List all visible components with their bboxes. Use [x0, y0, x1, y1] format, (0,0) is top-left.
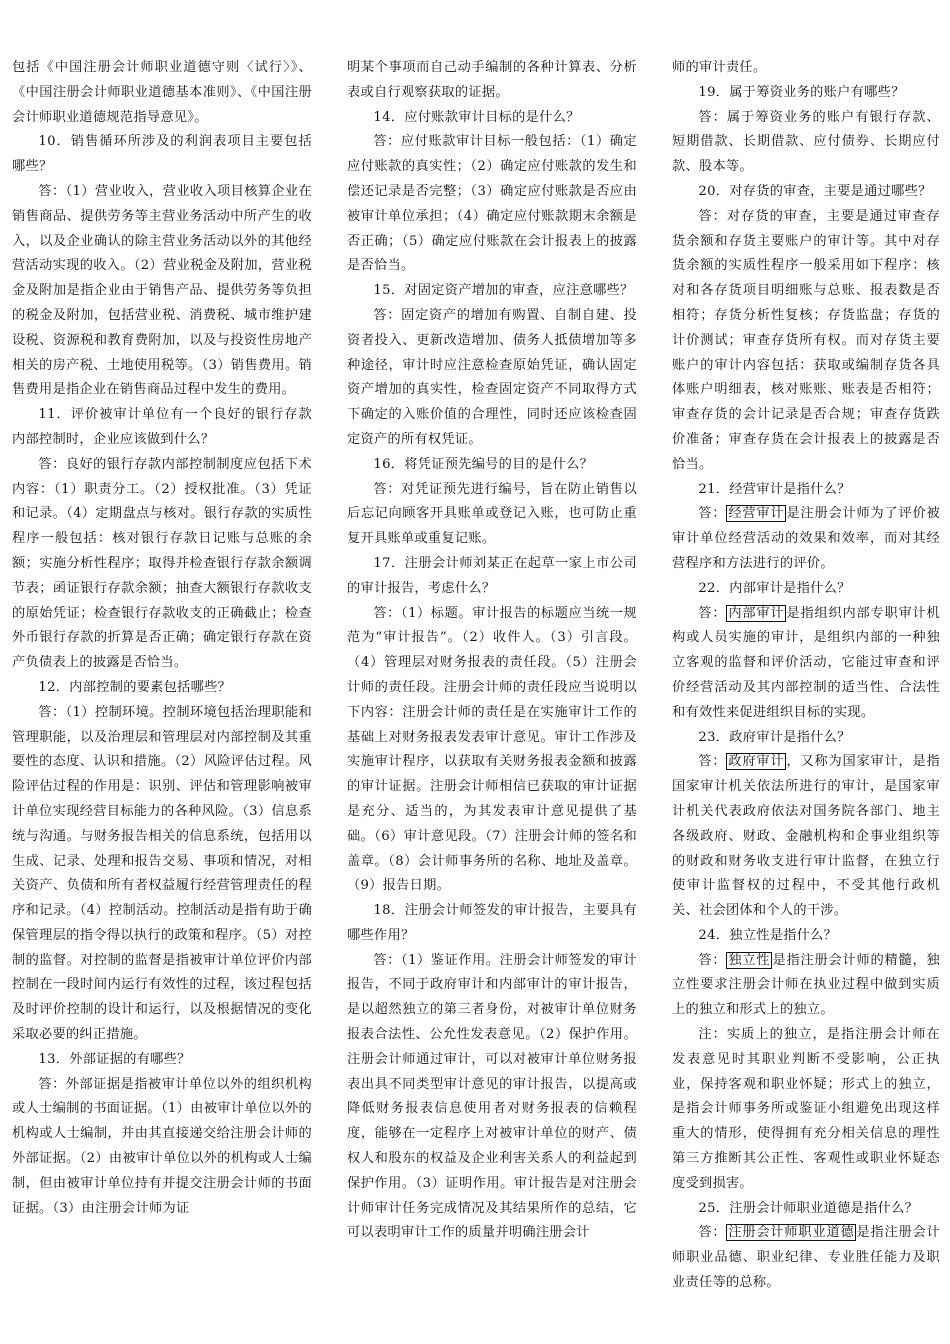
question-15: 15．对固定资产增加的审查，应注意哪些？	[373, 283, 634, 299]
paragraph-continued: 明某个事项而自己动手编制的各种计算表、分析表或自行观察获取的证据。	[347, 60, 637, 100]
answer-prefix: 答：	[698, 952, 727, 968]
answer-11: 答：良好的银行存款内部控制制度应包括下术内容：（1）职责分工。（2）授权批准。（3）凭证和记录。（4）定期盘点与核对。银行存款的实质性程序一般包括：核对银行存款日记账与总账的余额；实施分析性程序；取得并检查银行存款余额调节表；函证银行存款余额；抽查大额银行存款收支的原始凭证；检查银行存款收支的正确截止；检查外币银行存款的折算是否正确；确定银行存款在资产负债表上的披露是否恰当。	[12, 456, 312, 671]
question-13: 13．外部证据的有哪些？	[38, 1051, 191, 1067]
column-middle	[347, 56, 637, 1246]
answer-prefix: 答：	[698, 754, 727, 770]
paragraph-continued: 包括《中国注册会计师职业道德守则〈试行〉》、《中国注册会计师职业道德基本准则》、《中国注册会计师职业道德规范指导意见》。	[12, 60, 312, 125]
answer-body: 是注册会计师为了评价被审计单位经营活动的效果和效率，而对其经营程序和方法进行的评价。	[672, 506, 940, 571]
column-left	[12, 56, 312, 1221]
answer-15: 答：固定资产的增加有购置、自制自建、投资者投入、更新改造增加、债务人抵债增加等多种途径，审计时应注意检查原始凭证，确认固定资产增加的真实性，检查固定资产不同取得方式下确定的入账价值的合理性，同时还应该检查固定资产的所有权凭证。	[347, 307, 637, 447]
answer-prefix: 答：	[698, 1225, 727, 1241]
answer-14: 答：应付账款审计目标一般包括：（1）确定应付账款的真实性；（2）确定应付账款的发生和偿还记录是否完整；（3）确定应付账款是否应由被审计单位承担；（4）确定应付账款期末余额是否正确；（5）确定应付账款在会计报表上的披露是否恰当。	[347, 134, 637, 274]
answer-24	[672, 949, 940, 1023]
answer-23	[672, 750, 940, 924]
question-17: 17．注册会计师刘某正在起草一家上市公司的审计报告，考虑什么？	[347, 555, 637, 596]
answer-20: 答：对存货的审查，主要是通过审查存货余额和存货主要账户的审计等。其中对存货余额的实质性程序一般采用如下程序：核对和各存货项目明细账与总账、报表数是否相符；存货分析性复核；存货监盘；存货的计价测试；审查存货所有权。而对存货主要账户的审计内容包括：获取或编制存货各具体账户明细表，核对账账、账表是否相符；审查存货的会计记录是否合规；审查存货跌价准备；审查存货在会计报表上的披露是否恰当。	[672, 208, 940, 472]
answer-22	[672, 602, 940, 726]
question-10: 10．销售循环所涉及的利润表项目主要包括哪些？	[12, 134, 312, 175]
answer-21	[672, 502, 940, 576]
answer-10: 答：（1）营业收入，营业收入项目核算企业在销售商品、提供劳务等主营业务活动中所产生的收入，以及企业确认的除主营业务活动以外的其他经营活动实现的收入。（2）营业税金及附加，营业税金及附加是指企业由于销售产品、提供劳务等负担的税金及附加，包括营业税、消费税、城市维护建设税、资源税和教育费附加，以及与投资性房地产相关的房产税、土地使用税等。（3）销售费用。销售费用是指企业在销售商品过程中发生的费用。	[12, 183, 312, 398]
answer-19: 答：属于筹资业务的账户有银行存款、短期借款、长期借款、应付债券、长期应付款、股本等。	[672, 109, 940, 175]
answer-13: 答：外部证据是指被审计单位以外的组织机构或人士编制的书面证据。（1）由被审计单位以外的机构或人士编制，并由其直接递交给注册会计师的外部证据。（2）由被审计单位以外的机构或人士编制，但由被审计单位持有并提交注册会计师的书面证据。（3）由注册会计师为证	[12, 1076, 312, 1216]
question-25: 25．注册会计师职业道德是指什么？	[698, 1200, 919, 1216]
question-18: 18．注册会计师签发的审计报告，主要具有哪些作用？	[347, 903, 637, 943]
boxed-term: 独立性	[728, 952, 771, 968]
paragraph-continued: 师的审计责任。	[672, 60, 767, 75]
answer-body: 是指组织内部专职审计机构或人员实施的审计，是组织内部的一种独立客观的监督和评价活动，它能过审查和评价经营活动及其内部控制的适当性、合法性和有效性来促进组织目标的实现。	[672, 605, 940, 720]
question-12: 12．内部控制的要素包括哪些？	[38, 679, 232, 695]
answer-17: 答：（1）标题。审计报告的标题应当统一规范为“审计报告”。（2）收件人。（3）引言段。（4）管理层对财务报表的责任段。（5）注册会计师的责任段。注册会计师的责任段应当说明以下内容：注册会计师的责任是在实施审计工作的基础上对财务报表发表审计意见。审计工作涉及实施审计程序，以获取有关财务报表金额和披露的审计证据。注册会计师相信已获取的审计证据是充分、适当的，为其发表审计意见提供了基础。（6）审计意见段。（7）注册会计师的签名和盖章。（8）会计师事务所的名称、地址及盖章。（9）报告日期。	[347, 605, 637, 894]
note-24: 注：实质上的独立，是指注册会计师在发表意见时其职业判断不受影响，公正执业，保持客观和职业怀疑；形式上的独立，是指会计师事务所或鉴证小组避免出现这样重大的情形，使得拥有充分相关信息的理性第三方推断其公正性、客观性或职业怀疑态度受到损害。	[672, 1027, 940, 1191]
question-16: 16．将凭证预先编号的目的是什么？	[373, 456, 594, 472]
question-22: 22．内部审计是指什么？	[698, 580, 851, 596]
question-14: 14．应付账款审计目标的是什么？	[373, 109, 580, 125]
answer-prefix: 答：	[698, 605, 727, 621]
question-11: 11．评价被审计单位有一个良好的银行存款内部控制时，企业应该做到什么？	[12, 407, 312, 447]
boxed-term: 经营审计	[728, 506, 785, 522]
question-19: 19．属于筹资业务的账户有哪些？	[698, 84, 905, 100]
boxed-term: 内部审计	[728, 605, 785, 621]
question-20: 20．对存货的审查，主要是通过哪些？	[698, 183, 932, 199]
question-23: 23．政府审计是指什么？	[698, 729, 851, 745]
answer-25	[672, 1221, 940, 1295]
boxed-term: 政府审计	[728, 754, 785, 770]
answer-12: 答：（1）控制环境。控制环境包括治理职能和管理职能，以及治理层和管理层对内部控制及其重要性的态度、认识和措施。（2）风险评估过程。风险评估过程的作用是：识别、评估和管理影响被审计单位实现经营目标能力的各种风险。（3）信息系统与沟通。与财务报告相关的信息系统，包括用以生成、记录、处理和报告交易、事项和情况，对相关资产、负债和所有者权益履行经营管理责任的程序和记录。（4）控制活动。控制活动是指有助于确保管理层的指令得以执行的政策和程序。（5）对控制的监督。对控制的监督是指被审计单位评价内部控制在一段时间内运行有效性的过程，该过程包括及时评价控制的设计和运行，以及根据情况的变化采取必要的纠正措施。	[12, 704, 312, 1043]
answer-body: ，又称为国家审计，是指国家审计机关依法所进行的审计，是国家审计机关代表政府依法对国务院各部门、地主各级政府、财政、金融机构和企事业组织等的财政和财务收支进行审计监督，在独立行使审计监督权的过程中，不受其他行政机关、社会团体和个人的干涉。	[672, 754, 940, 919]
answer-body: 是指注册会计师职业品德、职业纪律、专业胜任能力及职业责任等的总称。	[672, 1225, 940, 1291]
column-right	[672, 56, 940, 1296]
question-24: 24．独立性是指什么？	[698, 927, 838, 943]
answer-prefix: 答：	[698, 506, 727, 522]
answer-body: 是指注册会计师的精髓，独立性要求注册会计师在执业过程中做到实质上的独立和形式上的独立。	[672, 952, 940, 1018]
question-21: 21．经营审计是指什么？	[698, 481, 851, 497]
answer-16: 答：对凭证预先进行编号，旨在防止销售以后忘记向顾客开具账单或登记入账，也可防止重复开具账单或重复记账。	[347, 481, 637, 547]
answer-18: 答：（1）鉴证作用。注册会计师签发的审计报告，不同于政府审计和内部审计的审计报告，是以超然独立的第三者身份，对被审计单位财务报表合法性、公允性发表意见。（2）保护作用。注册会计师通过审计，可以对被审计单位财务报表出具不同类型审计意见的审计报告，以提高或降低财务报表信息使用者对财务报表的信赖程度，能够在一定程序上对被审计单位的财产、债权人和股东的权益及企业利害关系人的利益起到保护作用。（3）证明作用。审计报告是对注册会计师审计任务完成情况及其结果所作的总结，它可以表明审计工作的质量并明确注册会计	[347, 952, 637, 1241]
boxed-term: 注册会计师职业道德	[728, 1225, 855, 1241]
